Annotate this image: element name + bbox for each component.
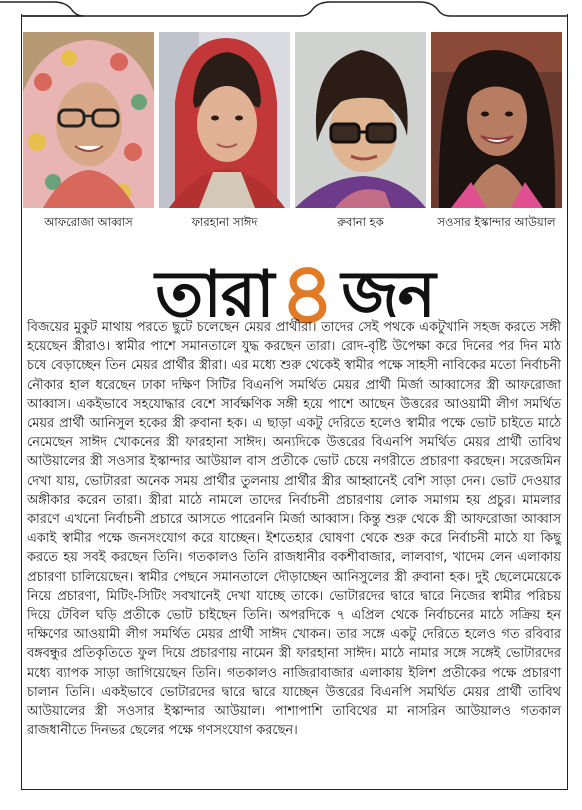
portrait-photo-3	[295, 32, 426, 208]
right-border	[567, 14, 568, 789]
photo-caption: রুবানা হক	[337, 215, 384, 229]
portrait-photo-1	[23, 32, 154, 208]
photo-row	[23, 32, 563, 242]
portrait-photo-2	[159, 32, 290, 208]
top-border-decoration	[0, 0, 582, 20]
headline-word-left: তারা	[155, 257, 274, 332]
photo-caption: ফারহানা সাঈদ	[191, 215, 258, 229]
photo-caption: আফরোজা আব্বাস	[44, 215, 133, 229]
portrait-photo-4	[431, 32, 562, 208]
headline	[22, 228, 568, 344]
article-body: বিজয়ের মুকুট মাথায় পরতে ছুটে চলেছেন মেয়র প্রার্থীরা। তাদের সেই পথকে একটুখানি সহজ করতে সঙ্গী হয়েছেন স্ত্রীরাও। স্বামীর পাশে সমানতালে যুদ্ধ করছেন তারা। রোদ-বৃষ্টি উপেক্ষা করে দিনের পর দিন মাঠ চষে বেড়াচ্ছেন তিন মেয়র প্রার্থীর স্ত্রীরা। এর মধ্যে শুরু থেকেই স্বামীর পক্ষে সাহসী নাবিকের মতো নির্বাচনী নৌকার হাল ধরেছেন ঢাকা দক্ষিণ সিটির বিএনপি সমর্থিত মেয়র প্রার্থী মির্জা আব্বাসের স্ত্রী আফরোজা আব্বাস। একইভাবে সহযোদ্ধার বেশে সার্বক্ষণিক সঙ্গী হয়ে পাশে আছেন উত্তরের আওয়ামী লীগ সমর্থিত মেয়র প্রার্থী আনিসুল হকের স্ত্রী রুবানা হক। এ ছাড়া একটু দেরিতে হলেও স্বামীর পক্ষে ভোট চাইতে মাঠে নেমেছেন সাঈদ খোকনের স্ত্রী ফারহানা সাঈদ। অন্যদিকে উত্তরের বিএনপি সমর্থিত মেয়র প্রার্থী তাবিথ আউয়ালের স্ত্রী সওসার ইস্কান্দার আউয়াল বাস প্রতীকে ভোট চেয়ে নগরীতে প্রচারণা করছেন। সরেজমিন দেখা যায়, ভোটাররা অনেক সময় প্রার্থীর তুলনায় প্রার্থীর স্ত্রীর আহ্বানেই বেশি সাড়া দেন। ভোট দেওয়ার অঙ্গীকার করেন তারা। স্ত্রীরা মাঠে নামলে তাদের নির্বাচনী প্রচারণায় লোক সমাগম হয় প্রচুর। মামলার কারণে এখনো নির্বাচনী প্রচারে আসতে পারেননি মির্জা আব্বাস। কিন্তু শুরু থেকে স্ত্রী আফরোজা আব্বাস একাই স্বামীর পক্ষে জনসংযোগ করে যাচ্ছেন। ইশতেহার ঘোষণা থেকে শুরু করে নির্বাচনী মাঠে যা কিছু করতে হয় সবই করছেন তিনি। গতকালও তিনি রাজধানীর বকশীবাজার, লালবাগ, খাদেম লেন এলাকায় প্রচারণা চালিয়েছেন। স্বামীর পেছনে সমানতালে দৌড়াচ্ছেন আনিসুলের স্ত্রী রুবানা হক। দুই ছেলেমেয়েকে নিয়ে প্রচারণা, মিটিং-সিটিং সবখানেই দেখা যাচ্ছে তাকে। ভোটারদের দ্বারে দ্বারে নিজের স্বামীর পরিচয় দিয়ে টেবিল ঘড়ি প্রতীকে ভোট চাইছেন তিনি। অপরদিকে ৭ এপ্রিল থেকে নির্বাচনের মাঠে সক্রিয় হন দক্ষিণের আওয়ামী লীগ সমর্থিত মেয়র প্রার্থী সাঈদ খোকন। তার সঙ্গে একটু দেরিতে হলেও গত রবিবার বঙ্গবন্ধুর প্রতিকৃতিতে ফুল দিয়ে প্রচারণায় নামেন স্ত্রী ফারহানা সাঈদ। মাঠে নামার সঙ্গে সঙ্গেই ভোটারদের মধ্যে ব্যাপক সাড়া জাগিয়েছেন তিনি। গতকালও নাজিরাবাজার এলাকায় ইলিশ প্রতীকের পক্ষে প্রচারণা চালান তিনি। একইভাবে ভোটারদের দ্বারে দ্বারে যাচ্ছেন উত্তরের বিএনপি সমর্থিত মেয়র প্রার্থী তাবিথ আউয়ালের স্ত্রী সওসার ইস্কান্দার আউয়াল। পাশাপাশি তাবিথের মা নাসরিন আউয়ালও গতকাল রাজধানীতে দিনভর ছেলের পক্ষে গণসংযোগ করছেন।	[27, 320, 561, 739]
headline-number: ৪	[279, 243, 336, 344]
left-border	[21, 14, 22, 789]
photo-caption: সওসার ইস্কান্দার আউয়াল	[437, 215, 556, 229]
bottom-border	[21, 789, 568, 790]
headline-word-right: জন	[341, 257, 435, 332]
